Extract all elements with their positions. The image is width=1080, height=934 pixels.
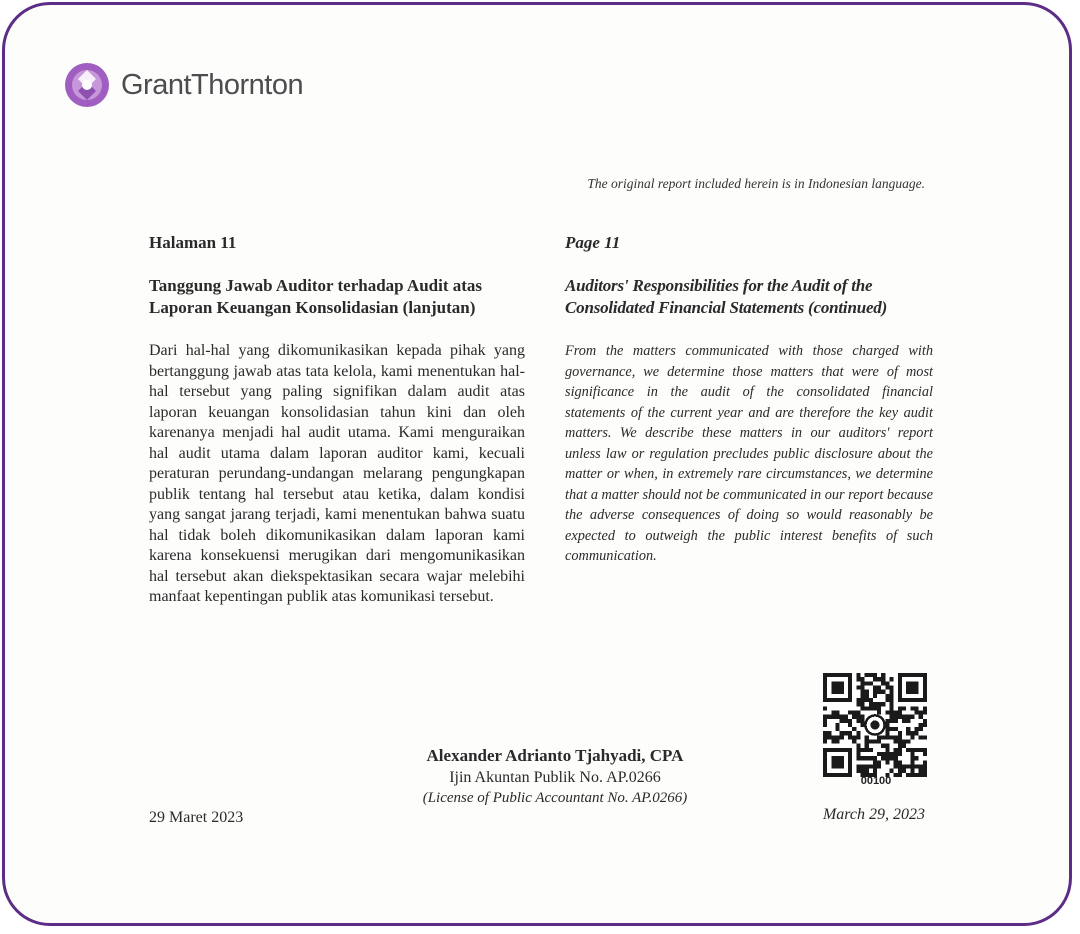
- qr-code-icon: [823, 673, 927, 777]
- heading-line: Consolidated Financial Statements (continued): [565, 298, 888, 317]
- heading-line: Auditors' Responsibilities for the Audit of the: [565, 276, 873, 295]
- signer-name: Alexander Adrianto Tjahyadi, CPA: [426, 746, 684, 765]
- section-heading-en: [565, 275, 933, 319]
- english-column: [565, 233, 933, 567]
- signer-license: Ijin Akuntan Publik No. AP.0266: [449, 769, 661, 786]
- heading-line: Laporan Keuangan Konsolidasian (lanjutan): [149, 298, 476, 317]
- qr-code-number: 00100: [860, 775, 892, 787]
- signer-license-en: (License of Public Accountant No. AP.0266): [422, 790, 688, 806]
- grant-thornton-logo-icon: [63, 61, 111, 109]
- language-note: The original report included herein is in Indonesian language.: [587, 176, 925, 191]
- date-en: March 29, 2023: [822, 806, 925, 823]
- document-frame: [2, 2, 1072, 926]
- signature-block: [345, 745, 765, 809]
- indonesian-column: [149, 233, 525, 608]
- section-heading-id: [149, 275, 525, 319]
- grant-thornton-logo: [63, 61, 303, 109]
- heading-line: Tanggung Jawab Auditor terhadap Audit atas: [149, 276, 483, 295]
- date-id: 29 Maret 2023: [149, 809, 244, 826]
- paragraph-en: From the matters communicated with those charged with governance, we determine those matters that were of most significance in the audit of the consolidated financial statements of the current year and are therefore the key audit matters. We describe these matters in our auditors' report unless law or regulation precludes public disclosure about the matter or when, in extremely rare circumstances, we determine that a matter should not be communicated in our report because the adverse consequences of doing so would reasonably be expected to outweigh the public interest benefits of such communication.: [565, 343, 933, 564]
- page-number-en: Page 11: [565, 233, 621, 252]
- logo-wordmark: GrantThornton: [121, 68, 304, 101]
- page-number-id: Halaman 11: [149, 233, 237, 252]
- paragraph-id: Dari hal-hal yang dikomunikasikan kepada pihak yang bertanggung jawab atas tata kelola, kami menentukan hal-hal tersebut yang paling signifikan dalam audit atas laporan keuangan konsolidasian tahun kini dan oleh karenanya menjadi hal audit utama. Kami menguraikan hal audit utama dalam laporan auditor kami, kecuali peraturan perundang-undangan melarang pengungkapan publik tentang hal tersebut atau ketika, dalam kondisi yang sangat jarang terjadi, kami menentukan bahwa suatu hal tidak boleh dikomunikasikan dalam laporan kami karena konsekuensi merugikan dari mengomunikasikan hal tersebut akan diekspektasikan secara wajar melebihi manfaat kepentingan publik atas komunikasi tersebut.: [149, 342, 525, 605]
